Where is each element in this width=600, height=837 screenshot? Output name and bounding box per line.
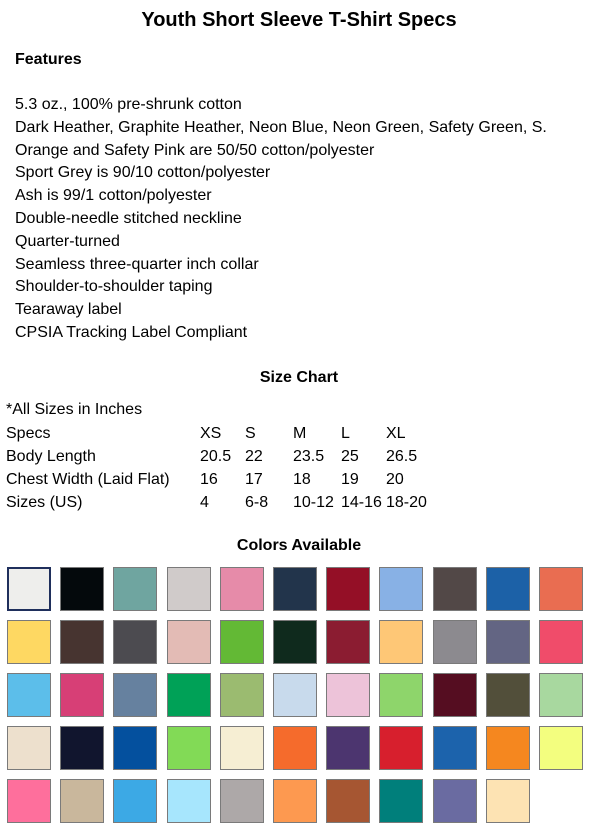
table-row [6, 445, 436, 468]
table-cell: 4 [200, 494, 209, 511]
table-row [6, 491, 436, 514]
table-cell: Sizes (US) [6, 494, 83, 511]
table-cell: 20 [386, 471, 404, 488]
feature-item: Tearaway label [15, 301, 122, 319]
color-swatch[interactable] [486, 567, 530, 611]
color-swatch[interactable] [220, 779, 264, 823]
color-swatch[interactable] [433, 779, 477, 823]
color-swatch[interactable] [60, 673, 104, 717]
color-swatch[interactable] [379, 673, 423, 717]
table-row [6, 422, 436, 445]
size-chart-table [6, 422, 436, 514]
color-swatch[interactable] [113, 673, 157, 717]
color-swatch[interactable] [220, 726, 264, 770]
color-swatch[interactable] [113, 620, 157, 664]
feature-item: Ash is 99/1 cotton/polyester [15, 187, 212, 205]
colors-heading: Colors Available [236, 537, 362, 554]
color-swatch[interactable] [539, 567, 583, 611]
table-cell: S [245, 425, 256, 442]
color-swatch[interactable] [60, 620, 104, 664]
color-swatch[interactable] [167, 673, 211, 717]
color-swatch[interactable] [60, 779, 104, 823]
color-swatch[interactable] [433, 620, 477, 664]
feature-item: Dark Heather, Graphite Heather, Neon Blue, Neon Green, Safety Green, S. [15, 118, 547, 136]
color-swatch[interactable] [326, 620, 370, 664]
size-chart-note: *All Sizes in Inches [6, 401, 143, 418]
color-swatch[interactable] [60, 726, 104, 770]
feature-item: CPSIA Tracking Label Compliant [15, 323, 248, 341]
table-cell: XL [386, 425, 406, 442]
feature-item: Sport Grey is 90/10 cotton/polyester [15, 164, 271, 182]
color-swatch[interactable] [273, 620, 317, 664]
color-swatch[interactable] [7, 567, 51, 611]
color-swatch[interactable] [273, 673, 317, 717]
color-swatch[interactable] [167, 726, 211, 770]
page-title: Youth Short Sleeve T-Shirt Specs [141, 9, 457, 31]
color-swatch[interactable] [539, 620, 583, 664]
features-heading: Features [15, 51, 82, 68]
size-chart-heading: Size Chart [259, 369, 339, 386]
color-swatch[interactable] [220, 673, 264, 717]
color-swatch[interactable] [7, 620, 51, 664]
color-swatch[interactable] [167, 779, 211, 823]
color-swatch[interactable] [433, 567, 477, 611]
color-swatch[interactable] [326, 673, 370, 717]
color-swatch[interactable] [379, 620, 423, 664]
color-swatch[interactable] [433, 726, 477, 770]
color-swatch[interactable] [379, 779, 423, 823]
color-swatch[interactable] [7, 779, 51, 823]
table-cell: Body Length [6, 448, 96, 465]
table-cell: 20.5 [200, 448, 232, 465]
color-swatch[interactable] [220, 567, 264, 611]
color-swatch[interactable] [379, 726, 423, 770]
color-swatch[interactable] [113, 779, 157, 823]
feature-item: Double-needle stitched neckline [15, 209, 242, 227]
color-swatch[interactable] [113, 567, 157, 611]
table-cell: L [341, 425, 350, 442]
color-swatch[interactable] [379, 567, 423, 611]
color-swatch[interactable] [60, 567, 104, 611]
feature-item: Quarter-turned [15, 232, 120, 250]
table-cell: 14-16 [341, 494, 382, 511]
table-cell: XS [200, 425, 222, 442]
table-cell: M [293, 425, 307, 442]
color-swatch[interactable] [273, 567, 317, 611]
table-cell: 26.5 [386, 448, 418, 465]
feature-item: Orange and Safety Pink are 50/50 cotton/polyester [15, 141, 375, 159]
color-swatch[interactable] [486, 779, 530, 823]
color-swatch[interactable] [167, 567, 211, 611]
table-cell: 16 [200, 471, 218, 488]
table-cell: Chest Width (Laid Flat) [6, 471, 170, 488]
color-swatch[interactable] [486, 620, 530, 664]
color-swatch[interactable] [326, 567, 370, 611]
table-cell: 10-12 [293, 494, 334, 511]
color-swatch[interactable] [486, 726, 530, 770]
table-cell: 25 [341, 448, 359, 465]
feature-item: 5.3 oz., 100% pre-shrunk cotton [15, 96, 242, 113]
color-swatch[interactable] [220, 620, 264, 664]
color-swatch[interactable] [326, 779, 370, 823]
features-list [15, 94, 547, 345]
color-swatch[interactable] [273, 779, 317, 823]
table-cell: Specs [6, 425, 51, 442]
color-swatch[interactable] [167, 620, 211, 664]
table-cell: 17 [245, 471, 263, 488]
color-swatch[interactable] [7, 726, 51, 770]
color-swatch[interactable] [433, 673, 477, 717]
feature-item: Seamless three-quarter inch collar [15, 255, 259, 273]
table-cell: 22 [245, 448, 263, 465]
table-cell: 19 [341, 471, 359, 488]
color-swatch[interactable] [326, 726, 370, 770]
table-cell: 18-20 [386, 494, 427, 511]
color-swatch[interactable] [539, 726, 583, 770]
color-swatch[interactable] [486, 673, 530, 717]
color-swatch[interactable] [273, 726, 317, 770]
table-row [6, 468, 436, 491]
table-cell: 6-8 [245, 494, 269, 511]
color-swatch[interactable] [539, 673, 583, 717]
table-cell: 23.5 [293, 448, 325, 465]
color-swatch[interactable] [113, 726, 157, 770]
color-swatch[interactable] [7, 673, 51, 717]
table-cell: 18 [293, 471, 311, 488]
feature-item: Shoulder-to-shoulder taping [15, 278, 213, 296]
